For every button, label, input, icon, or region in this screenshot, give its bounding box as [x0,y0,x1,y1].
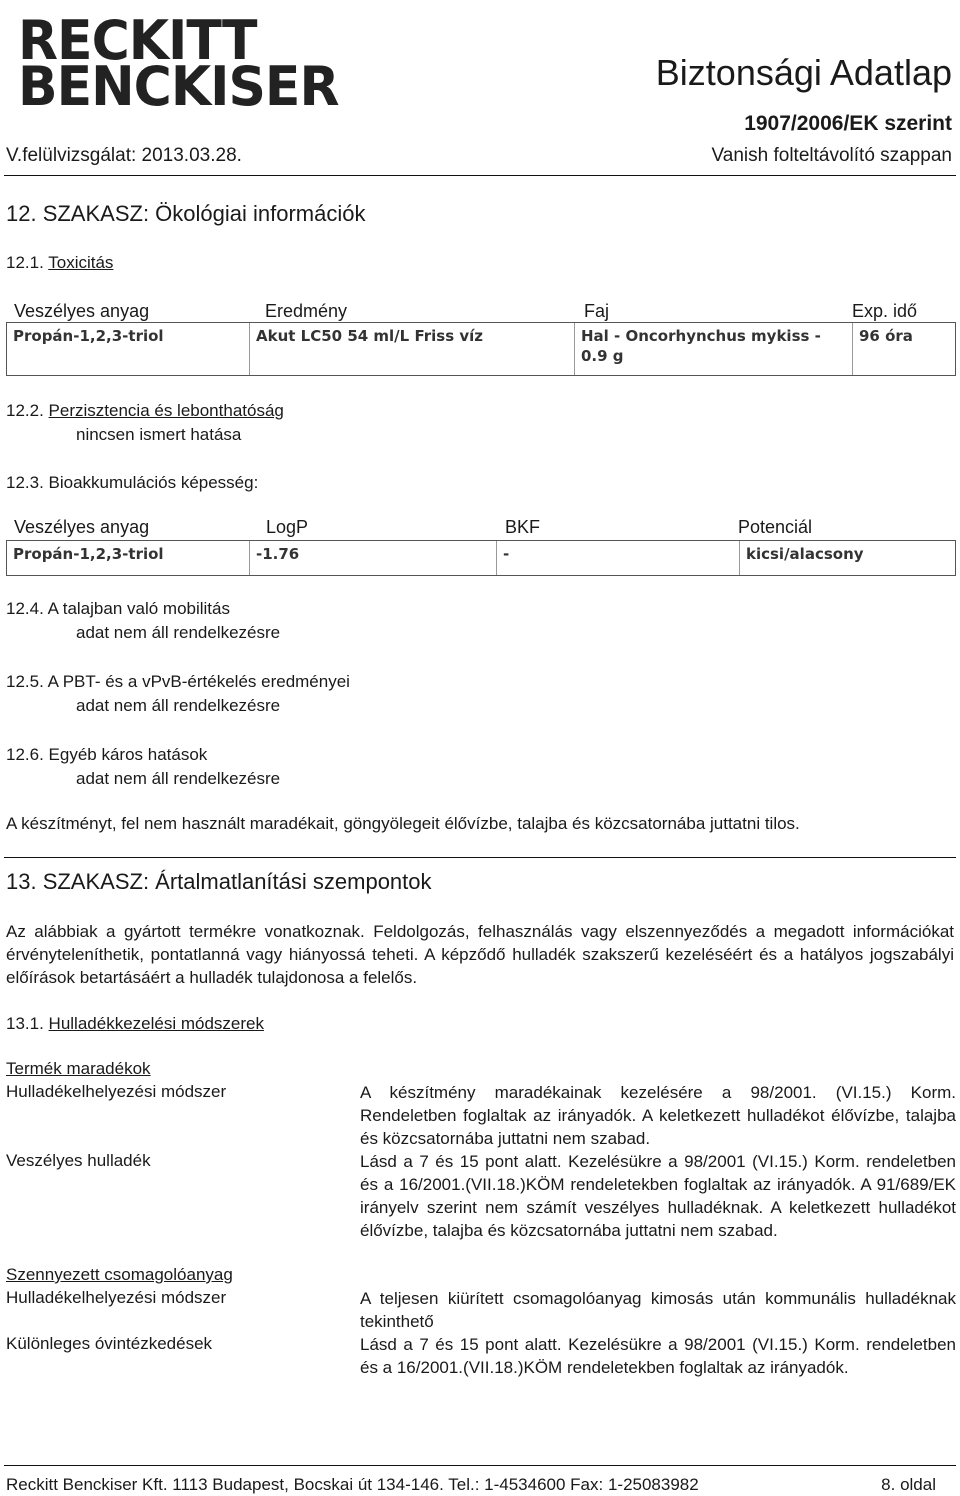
section-12-note: A készítményt, fel nem használt maradékait, göngyölegeit élővízbe, talajba és közcsatornába juttatni tilos. [6,814,800,833]
residue-disposal-text: A készítmény maradékainak kezelésére a 98/2001. (VI.15.) Korm. Rendeletben foglaltak az irányadók. A keletkezett hulladékot élővízbe, talajba és közcsatornába juttatni nem szabad. [360,1083,956,1148]
persistence-text: nincsen ismert hatása [76,425,242,444]
company-logo [18,8,339,119]
precautions-text: Lásd a 7 és 15 pont alatt. Kezelésükre a 98/2001 (VI.15.) Korm. rendeletben és a 16/2001.(VII.18.)KÖM rendeletekben foglaltak az irányadók. [360,1335,956,1377]
tox-cell-result: Akut LC50 54 ml/L Friss víz [249,323,574,375]
bio-header-potential: Potenciál [738,517,813,537]
hazardous-waste-text: Lásd a 7 és 15 pont alatt. Kezelésükre a 98/2001 (VI.15.) Korm. rendeletben és a 16/2001.(VII.18.)KÖM rendeletekben foglaltak az irányadók. A 91/689/EK irányelv szerint nem számít veszélyes hulladéknak. A keletkezett hulladékot élővízbe, talajba és közcsatornába juttatni nem szabad. [360,1152,956,1240]
residue-disposal-label: Hulladékelhelyezési módszer [6,1082,227,1101]
waste-methods-title: Hulladékkezelési módszerek [48,1014,264,1033]
product-residues-heading: Termék maradékok [6,1059,151,1078]
tox-cell-exposure: 96 óra [852,323,955,375]
bio-header-substance: Veszélyes anyag [14,517,150,537]
document-title: Biztonsági Adatlap [655,52,952,93]
header-divider [4,175,956,176]
precautions-label: Különleges óvintézkedések [6,1334,213,1353]
persistence-heading [6,400,284,422]
waste-methods-number: 13.1. [6,1014,44,1033]
footer-company: Reckitt Benckiser Kft. 1113 Budapest, Bocskai út 134-146. Tel.: 1-4534600 Fax: 1-25083982 [6,1475,699,1494]
persistence-number: 12.2. [6,401,44,420]
tox-header-exposure: Exp. idő [852,301,918,321]
waste-methods-heading [6,1013,264,1035]
section-13-title: 13. SZAKASZ: Ártalmatlanítási szempontok [6,869,432,894]
tox-header-result: Eredmény [265,301,348,321]
bio-cell-logp: -1.76 [249,541,496,575]
bio-cell-substance: Propán-1,2,3-triol [13,545,164,563]
bioaccumulation-heading: 12.3. Bioakkumulációs képesség: [6,473,259,492]
tox-cell-substance: Propán-1,2,3-triol [13,327,164,345]
packaging-disposal-text: A teljesen kiürített csomagolóanyag kimosás után kommunális hulladéknak tekinthető [360,1289,956,1331]
logo-line-1: RECKITT [18,9,257,73]
toxicity-number: 12.1. [6,253,44,272]
tox-header-species: Faj [584,301,610,321]
bio-header-logp: LogP [266,517,309,537]
pbt-text: adat nem áll rendelkezésre [76,696,281,715]
packaging-heading: Szennyezett csomagolóanyag [6,1265,233,1284]
tox-header-substance: Veszélyes anyag [14,301,150,321]
bio-header-bcf: BKF [505,517,541,537]
footer-divider [4,1465,956,1466]
tox-cell-species: Hal - Oncorhynchus mykiss - 0.9 g [574,323,852,375]
section-12-title: 12. SZAKASZ: Ökológiai információk [6,201,366,226]
mobility-heading: 12.4. A talajban való mobilitás [6,599,230,618]
packaging-disposal-label: Hulladékelhelyezési módszer [6,1288,227,1307]
footer-page-number: 8. oldal [881,1475,936,1494]
toxicity-title: Toxicitás [48,253,114,272]
regulation-reference: 1907/2006/EK szerint [744,112,952,135]
bio-cell-bcf: - [496,541,739,575]
pbt-heading: 12.5. A PBT- és a vPvB-értékelés eredményei [6,672,350,691]
bio-cell-potential: kicsi/alacsony [739,541,955,575]
logo-line-2: BENCKISER [18,55,339,119]
other-effects-heading: 12.6. Egyéb káros hatások [6,745,208,764]
mobility-text: adat nem áll rendelkezésre [76,623,281,642]
other-effects-text: adat nem áll rendelkezésre [76,769,281,788]
revision-date: V.felülvizsgálat: 2013.03.28. [6,145,242,166]
page-footer [6,1474,936,1496]
section-13-divider [4,857,956,858]
product-name: Vanish folteltávolító szappan [711,145,952,166]
toxicity-table-row [6,322,956,376]
toxicity-heading [6,252,113,274]
section-13-intro: Az alábbiak a gyártott termékre vonatkoznak. Feldolgozás, felhasználás vagy elszennyeződés a megadott információkat érvényteleníthetik, pontatlanná vagy hiányossá teheti. A képződő hulladék szakszerű kezeléséért és a hatályos jogszabályi előírások betartásáért a hulladék tulajdonosa a felelős. [6,922,954,987]
hazardous-waste-label: Veszélyes hulladék [6,1151,151,1170]
bioaccumulation-table-row [6,540,956,576]
persistence-title: Perzisztencia és lebonthatóság [48,401,284,420]
